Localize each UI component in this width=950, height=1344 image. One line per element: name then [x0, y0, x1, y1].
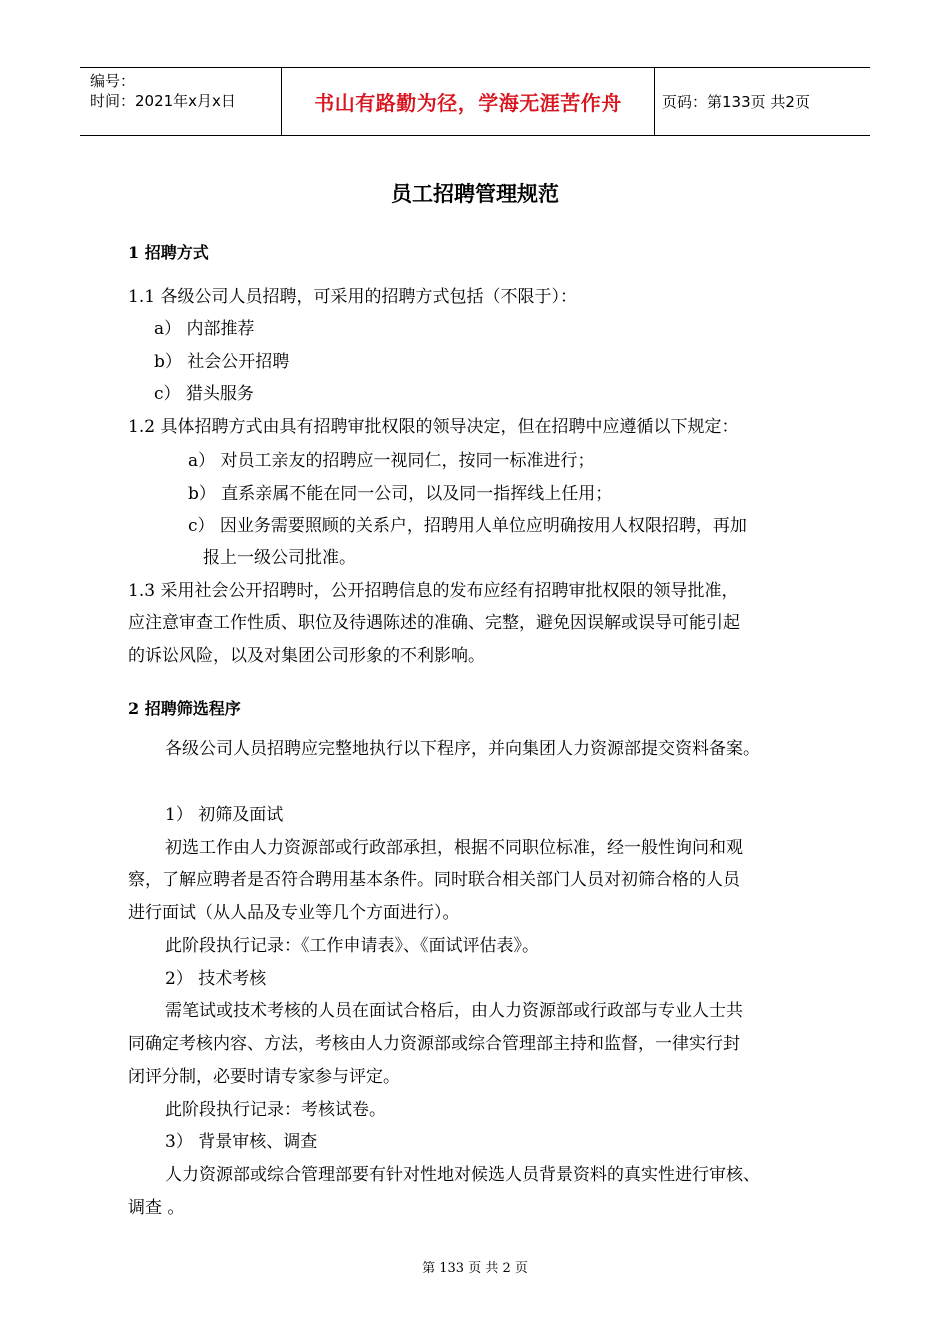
paragraph-line: 1.3 采用社会公开招聘时，公开招聘信息的发布应经有招聘审批权限的领导批准，: [128, 581, 739, 601]
paragraph-line: 此阶段执行记录：《工作申请表》、《面试评估表》。: [165, 936, 539, 956]
section-heading-1: 1 招聘方式: [128, 243, 209, 262]
paragraph-line: 进行面试（从人品及专业等几个方面进行）。: [128, 903, 460, 923]
list-item-continuation: 报上一级公司批准。: [203, 548, 356, 568]
paragraph-line: 人力资源部或综合管理部要有针对性地对候选人员背景资料的真实性进行审核、: [165, 1165, 760, 1185]
paragraph-line: 需笔试或技术考核的人员在面试合格后，由人力资源部或行政部与专业人士共: [165, 1001, 743, 1021]
step-heading: 3） 背景审核、调查: [165, 1132, 318, 1152]
header-table: [80, 67, 870, 136]
document-number-label: 编号：: [90, 72, 136, 90]
paragraph-line: 此阶段执行记录：考核试卷。: [165, 1100, 386, 1120]
section-heading-2: 2 招聘筛选程序: [128, 699, 241, 718]
paragraph-line: 1.2 具体招聘方式由具有招聘审批权限的领导决定，但在招聘中应遵循以下规定：: [128, 417, 739, 437]
paragraph-line: 应注意审查工作性质、职位及待遇陈述的准确、完整，避免因误解或误导可能引起: [128, 613, 740, 633]
paragraph-line: 同确定考核内容、方法，考核由人力资源部或综合管理部主持和监督，一律实行封: [128, 1034, 740, 1054]
header-motto-cell: [282, 68, 655, 135]
motto-text: 书山有路勤为径，学海无涯苦作舟: [314, 91, 622, 115]
document-time-label: 时间：2021年x月x日: [90, 92, 236, 110]
paragraph-line: 察，了解应聘者是否符合聘用基本条件。同时联合相关部门人员对初筛合格的人员: [128, 870, 740, 890]
document-title: 员工招聘管理规范: [391, 182, 559, 206]
paragraph-line: 闭评分制，必要时请专家参与评定。: [128, 1067, 400, 1087]
list-item: a） 对员工亲友的招聘应一视同仁，按同一标准进行；: [188, 451, 595, 471]
page-footer: 第 133 页 共 2 页: [422, 1261, 528, 1276]
paragraph-line: 初选工作由人力资源部或行政部承担，根据不同职位标准，经一般性询问和观: [165, 838, 743, 858]
paragraph-line: 的诉讼风险，以及对集团公司形象的不利影响。: [128, 646, 485, 666]
header-meta-cell: [80, 68, 282, 135]
header-page-cell: [655, 68, 870, 135]
paragraph-line: 各级公司人员招聘应完整地执行以下程序，并向集团人力资源部提交资料备案。: [165, 739, 760, 759]
step-heading: 1） 初筛及面试: [165, 805, 284, 825]
list-item: c） 猎头服务: [154, 384, 254, 404]
step-heading: 2） 技术考核: [165, 969, 267, 989]
list-item: b） 直系亲属不能在同一公司，以及同一指挥线上任用；: [188, 484, 613, 504]
list-item: a） 内部推荐: [154, 319, 255, 339]
list-item: c） 因业务需要照顾的关系户，招聘用人单位应明确按用人权限招聘，再加: [188, 516, 747, 536]
paragraph-line: 1.1 各级公司人员招聘，可采用的招聘方式包括（不限于）：: [128, 287, 577, 307]
list-item: b） 社会公开招聘: [154, 352, 290, 372]
paragraph-line: 调查 。: [128, 1198, 185, 1218]
page-info: 页码：第133页 共2页: [662, 93, 810, 111]
